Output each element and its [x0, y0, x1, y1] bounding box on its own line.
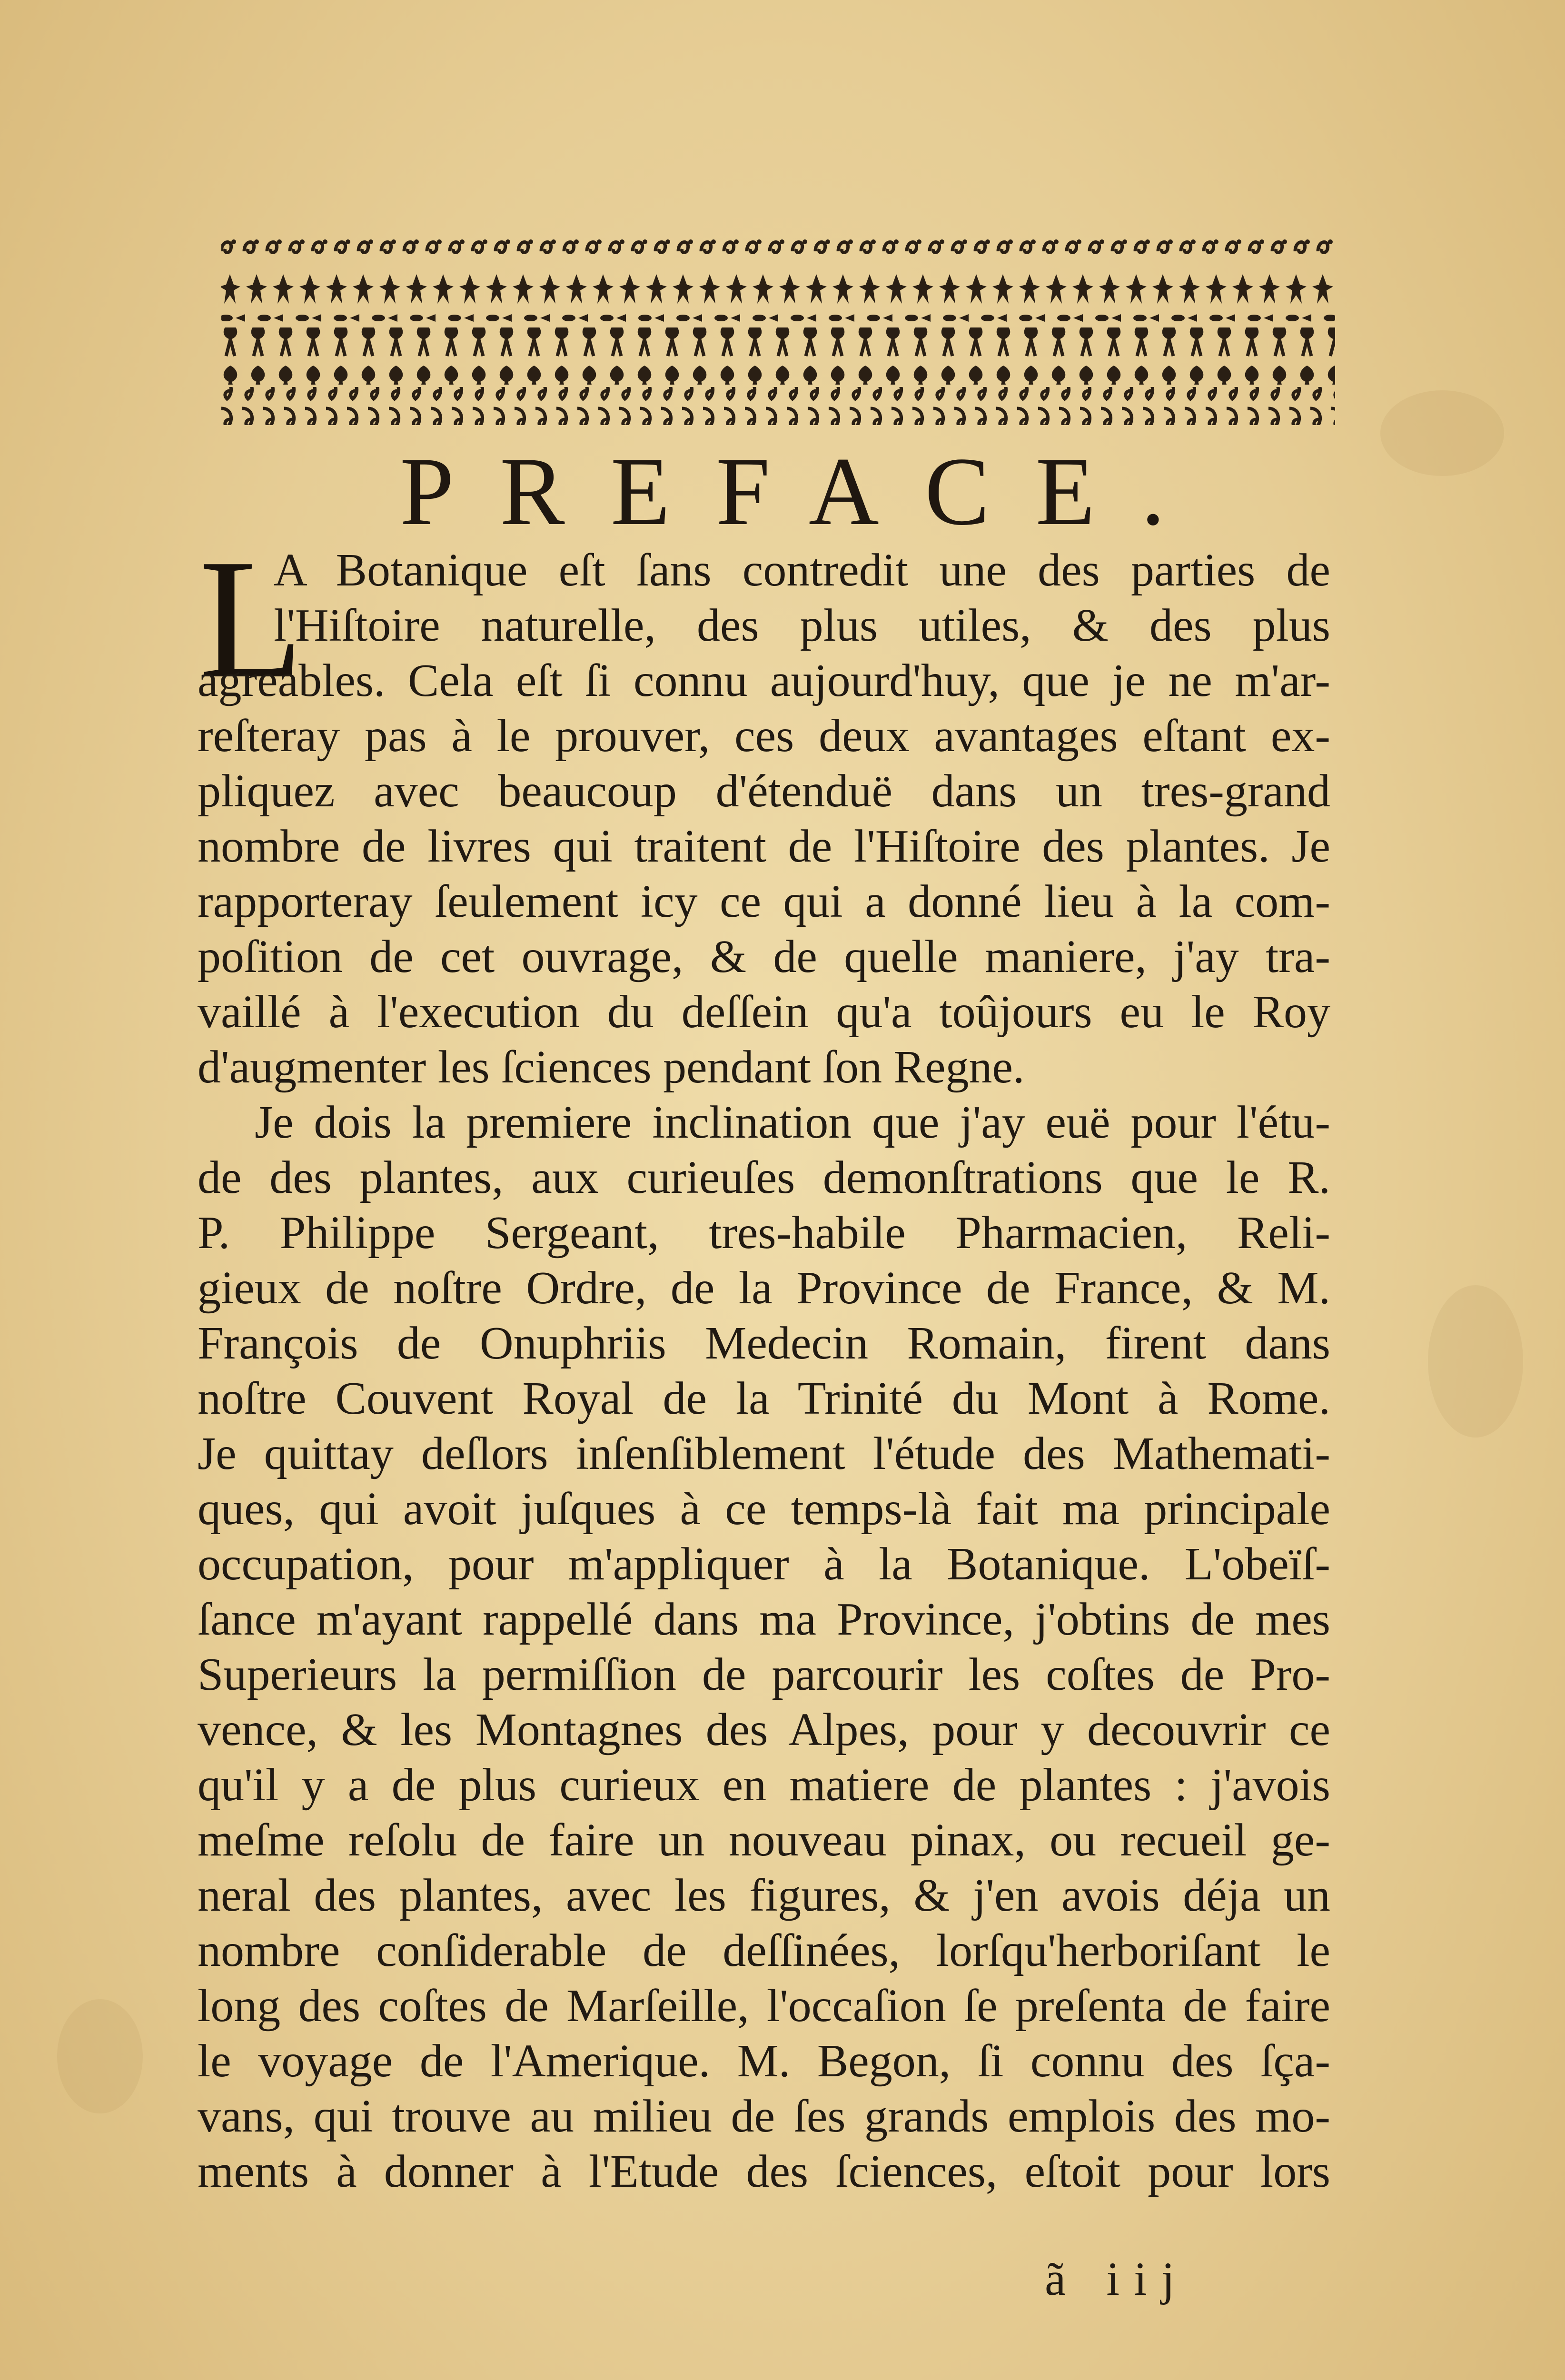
text-line: ſance m'ayant rappellé dans ma Province, j'obtins de mes — [198, 1594, 1330, 1645]
text-line: l'Hiſtoire naturelle, des plus utiles, & des plus — [274, 600, 1330, 651]
text-line: François de Onuphriis Medecin Romain, firent dans — [198, 1318, 1330, 1369]
page-title: PREFACE. — [399, 437, 1211, 545]
text-line: le voyage de l'Amerique. M. Begon, ſi connu des ſça- — [198, 2035, 1330, 2087]
text-line: rapporteray ſeulement icy ce qui a donné lieu à la com- — [198, 876, 1330, 927]
text-line: noſtre Couvent Royal de la Trinité du Mont à Rome. — [198, 1373, 1330, 1424]
text-line: qu'il y a de plus curieux en matiere de plantes : j'avois — [198, 1759, 1330, 1811]
signature-mark: ã iij — [1045, 2252, 1189, 2305]
text-line: poſition de cet ouvrage, & de quelle maniere, j'ay tra- — [198, 931, 1330, 982]
ornament-pattern-icon — [217, 232, 1340, 432]
text-line: vans, qui trouve au milieu de ſes grands emplois des mo- — [198, 2091, 1330, 2142]
body-text — [198, 543, 1330, 2199]
text-line: long des coſtes de Marſeille, l'occaſion ſe preſenta de faire — [198, 1980, 1330, 2032]
text-line: ques, qui avoit juſques à ce temps-là fait ma principale — [198, 1483, 1330, 1535]
text-line: vaillé à l'execution du deſſein qu'a toûjours eu le Roy — [198, 986, 1330, 1038]
text-line: neral des plantes, avec les figures, & j'en avois déja un — [198, 1870, 1330, 1921]
text-line: d'augmenter les ſciences pendant ſon Regne. — [198, 1041, 1025, 1093]
text-line: Superieurs la permiſſion de parcourir les coſtes de Pro- — [198, 1649, 1330, 1700]
text-line: agreables. Cela eſt ſi connu aujourd'huy, que je ne m'ar- — [198, 655, 1330, 706]
decorative-header-band — [217, 232, 1340, 432]
text-line: Je dois la premiere inclination que j'ay euë pour l'étu- — [255, 1097, 1330, 1148]
text-line: A Botanique eſt ſans contredit une des parties de — [274, 545, 1330, 596]
text-line: de des plantes, aux curieuſes demonſtrations que le R. — [198, 1152, 1330, 1203]
text-line: P. Philippe Sergeant, tres-habile Pharmacien, Reli- — [198, 1207, 1330, 1259]
text-line: gieux de noſtre Ordre, de la Province de France, & M. — [198, 1262, 1330, 1314]
text-line: nombre de livres qui traitent de l'Hiſtoire des plantes. Je — [198, 821, 1330, 872]
text-line: nombre conſiderable de deſſinées, lorſqu'herboriſant le — [198, 1925, 1330, 1976]
text-line: ments à donner à l'Etude des ſciences, eſtoit pour lors — [198, 2146, 1330, 2197]
text-line: Je quittay deſlors inſenſiblement l'étude des Mathemati- — [198, 1428, 1330, 1479]
drop-cap: L — [199, 524, 304, 714]
text-line: occupation, pour m'appliquer à la Botanique. L'obeïſ- — [198, 1538, 1330, 1590]
text-line: meſme reſolu de faire un nouveau pinax, ou recueil ge- — [198, 1815, 1330, 1866]
text-line: vence, & les Montagnes des Alpes, pour y decouvrir ce — [198, 1704, 1330, 1755]
text-line: reſteray pas à le prouver, ces deux avantages eſtant ex- — [198, 710, 1330, 762]
text-line: pliquez avec beaucoup d'étenduë dans un tres-grand — [198, 765, 1330, 817]
